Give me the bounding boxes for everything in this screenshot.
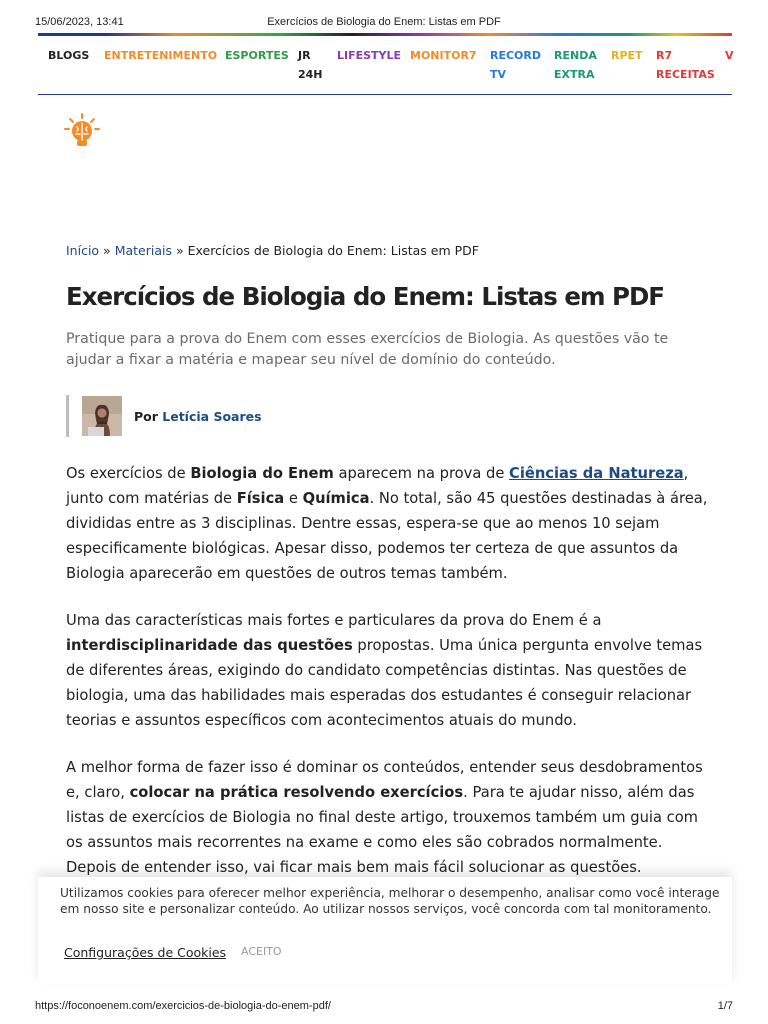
author-avatar: [82, 396, 122, 436]
paragraph: Os exercícios de Biologia do Enem aparecem na prova de Ciências da Natureza, junto com matérias de Física e Química. No total, são 45 questões destinadas à área, divididas entre as 3 disciplinas. Dentre essas, espera-se que ao menos 10 sejam especificamente biológicas. Apesar disso, podemos ter certeza de que assuntos da Biologia aparecerão em questões de outros temas também.: [66, 465, 708, 582]
nav-item-r7-receitas[interactable]: [656, 46, 715, 84]
print-url: https://foconoenem.com/exercicios-de-biologia-do-enem-pdf/: [35, 1000, 331, 1012]
nav-item-record-tv[interactable]: [490, 46, 541, 84]
nav-label: JR: [298, 49, 311, 62]
nav-item-blogs[interactable]: [48, 46, 89, 65]
author-block: [66, 395, 262, 437]
paragraph: Uma das características mais fortes e particulares da prova do Enem é a interdisciplinaridade das questões propostas. Uma única pergunta envolve temas de diferentes áreas, exigindo do candidato competências distintas. Nas questões de biologia, uma das habilidades mais esperadas dos estudantes é conseguir relacionar teorias e assuntos específicos com acontecimentos atuais do mundo.: [66, 612, 703, 729]
print-page-title: Exercícios de Biologia do Enem: Listas em PDF: [267, 16, 501, 28]
nav-label: R7: [656, 49, 673, 62]
nav-label-line2: 24H: [298, 68, 323, 81]
page-title: Exercícios de Biologia do Enem: Listas em PDF: [66, 282, 665, 311]
cookie-settings-link[interactable]: Configurações de Cookies: [64, 945, 227, 960]
cookie-accept-button[interactable]: ACEITO: [241, 945, 282, 958]
breadcrumb-current: Exercícios de Biologia do Enem: Listas em PDF: [187, 243, 479, 258]
nav-label: LIFESTYLE: [337, 49, 402, 62]
color-bar: [38, 33, 732, 36]
nav-item-renda-extra[interactable]: [554, 46, 597, 84]
nav-item-rpet[interactable]: [611, 46, 643, 65]
breadcrumb-materials[interactable]: Materiais: [114, 243, 172, 258]
nav-label: BLOGS: [48, 49, 90, 62]
print-page-number: 1/7: [717, 1000, 733, 1012]
nav-label: ENTRETENIMENTO: [104, 49, 218, 62]
cookie-banner: [38, 877, 732, 985]
nav-label: MONITOR7: [410, 49, 477, 62]
nav-label-line2: RECEITAS: [656, 68, 715, 81]
nav-item-entretenimento[interactable]: [104, 46, 217, 65]
link-ciencias-da-natureza[interactable]: Ciências da Natureza: [509, 465, 684, 482]
article-subtitle: Pratique para a prova do Enem com esses exercícios de Biologia. As questões vão te ajudar a fixar a matéria e mapear seu nível de domínio do conteúdo.: [66, 331, 669, 368]
nav-item-lifestyle[interactable]: [337, 46, 401, 65]
nav-item-v[interactable]: [725, 46, 734, 65]
breadcrumb-separator: »: [99, 243, 115, 258]
nav-label: ESPORTES: [225, 49, 289, 62]
nav-label: RENDA: [554, 49, 597, 62]
nav-label: RPET: [611, 49, 643, 62]
author-prefix: Por: [134, 408, 163, 424]
breadcrumb: [66, 243, 479, 258]
nav-label-line2: EXTRA: [554, 68, 595, 81]
print-datetime: 15/06/2023, 13:41: [35, 16, 124, 28]
article-body: [66, 461, 716, 902]
cookie-message: Utilizamos cookies para oferecer melhor experiência, melhorar o desempenho, analisar como você interage em nosso site e personalizar conteúdo. Ao utilizar nossos serviços, você concorda com tal monitoramento.: [60, 886, 720, 916]
author-link[interactable]: Letícia Soares: [162, 408, 262, 424]
breadcrumb-separator: »: [171, 243, 188, 258]
author-byline: [134, 409, 262, 424]
nav-label: V: [725, 49, 734, 62]
nav-divider: [38, 94, 732, 95]
paragraph: A melhor forma de fazer isso é dominar os conteúdos, entender seus desdobramentos e, claro, colocar na prática resolvendo exercícios. Para te ajudar nisso, além das listas de exercícios de Biologia no final deste artigo, trouxemos também um guia com os assuntos mais recorrentes na exame e como eles são cobrados normalmente. Depois de entender isso, vai ficar mais bem mais fácil solucionar as questões.: [66, 759, 703, 876]
nav-item-monitor7[interactable]: [410, 46, 477, 65]
nav-label: RECORD: [490, 49, 542, 62]
breadcrumb-home[interactable]: Início: [66, 243, 100, 258]
nav-item-jr-24h[interactable]: [298, 46, 323, 84]
nav-label-line2: TV: [490, 68, 507, 81]
brain-lightbulb-icon[interactable]: [62, 112, 102, 152]
nav-item-esportes[interactable]: [225, 46, 289, 65]
